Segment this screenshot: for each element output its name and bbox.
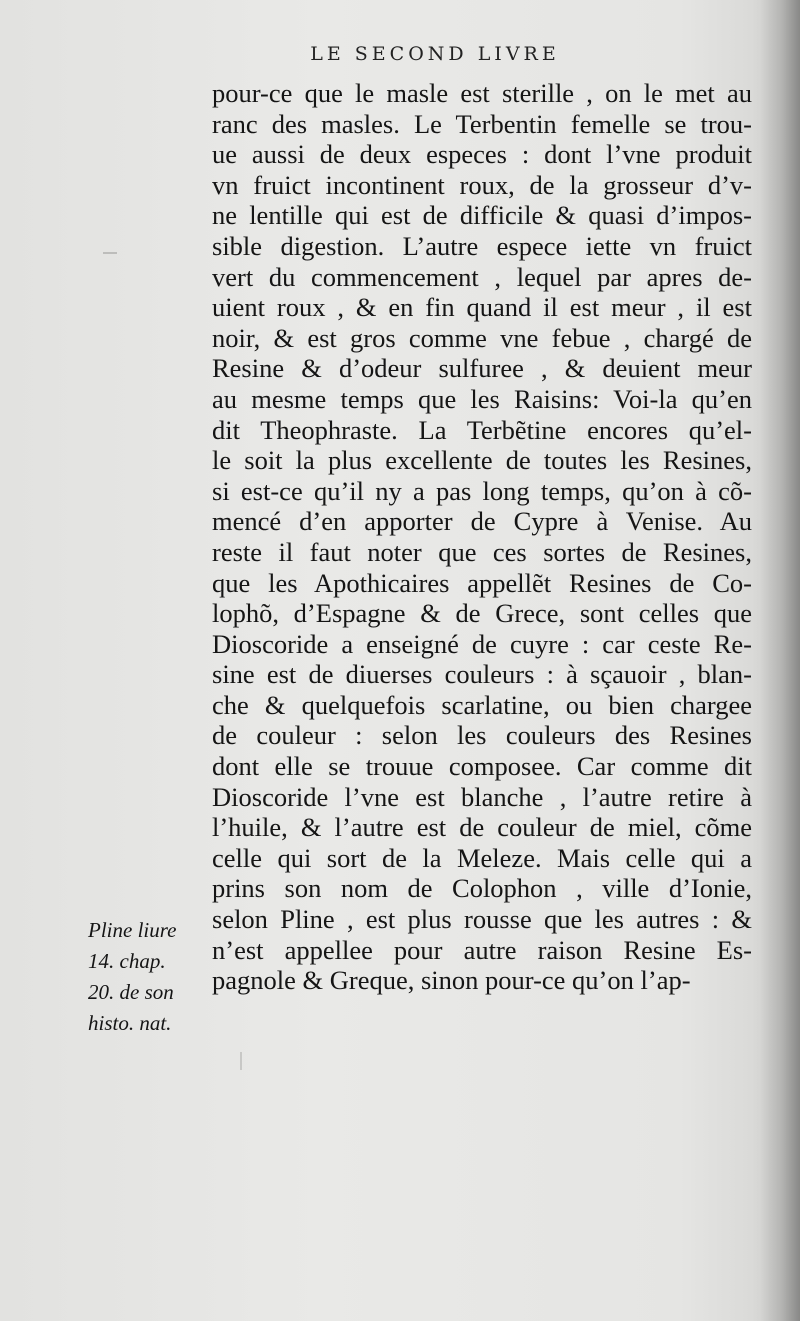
text-line: mencé d’en apporter de Cypre à Venise. Au <box>212 506 752 537</box>
margin-note-line: 14. chap. <box>88 949 166 973</box>
running-head: LE SECOND LIVRE <box>310 43 560 65</box>
text-line: n’est appellee pour autre raison Resine Es- <box>212 934 752 965</box>
text-line: que les Apothicaires appellẽt Resines de Co- <box>212 567 752 598</box>
text-line: pour-ce que le masle est sterille , on le met au <box>212 78 752 108</box>
margin-note <box>88 915 212 1039</box>
text-line: ne lentille qui est de difficile & quasi d’impos- <box>212 200 752 231</box>
text-line: prins son nom de Colophon , ville d’Ionie, <box>212 873 752 904</box>
margin-note-line: Pline liure <box>88 918 177 942</box>
text-line: reste il faut noter que ces sortes de Resines, <box>212 536 752 567</box>
text-line: ue aussi de deux especes : dont l’vne produit <box>212 139 752 170</box>
text-line: sine est de diuerses couleurs : à sçauoir , blan- <box>212 659 752 690</box>
text-line: uient roux , & en fin quand il est meur , il est <box>212 292 752 323</box>
text-line: celle qui sort de la Meleze. Mais celle qui a <box>212 842 752 873</box>
margin-note-line: histo. nat. <box>88 1011 172 1035</box>
text-line: Resine & d’odeur sulfuree , & deuient meur <box>212 353 752 384</box>
show-through-mark <box>103 252 117 254</box>
text-line: pagnole & Greque, sinon pour-ce qu’on l’ap- <box>212 965 691 996</box>
text-line: vn fruict incontinent roux, de la grosseur d’v- <box>212 169 752 200</box>
text-line: sible digestion. L’autre espece iette vn fruict <box>212 230 752 261</box>
text-line: selon Pline , est plus rousse que les autres : & <box>212 904 752 935</box>
show-through-mark <box>240 1052 242 1070</box>
text-line: che & quelquefois scarlatine, ou bien chargee <box>212 689 752 720</box>
text-line: le soit la plus excellente de toutes les Resines, <box>212 445 752 476</box>
margin-note-line: 20. de son <box>88 980 174 1004</box>
text-line: de couleur : selon les couleurs des Resines <box>212 720 752 751</box>
text-line: Dioscoride l’vne est blanche , l’autre retire à <box>212 781 752 812</box>
text-line: noir, & est gros comme vne febue , chargé de <box>212 322 752 353</box>
text-line: dont elle se trouue composee. Car comme dit <box>212 751 752 782</box>
text-line: si est-ce qu’il ny a pas long temps, qu’on à cõ- <box>212 475 752 506</box>
text-line: Dioscoride a enseigné de cuyre : car ceste Re- <box>212 628 752 659</box>
text-line: ranc des masles. Le Terbentin femelle se trou- <box>212 108 752 139</box>
text-line: l’huile, & l’autre est de couleur de miel, cõme <box>212 812 752 843</box>
text-line: dit Theophraste. La Terbẽtine encores qu’el- <box>212 414 752 445</box>
text-line: vert du commencement , lequel par apres de- <box>212 261 752 292</box>
text-line: au mesme temps que les Raisins: Voi-la qu’en <box>212 383 752 414</box>
text-line: lophõ, d’Espagne & de Grece, sont celles que <box>212 598 752 629</box>
body-text <box>212 78 762 996</box>
